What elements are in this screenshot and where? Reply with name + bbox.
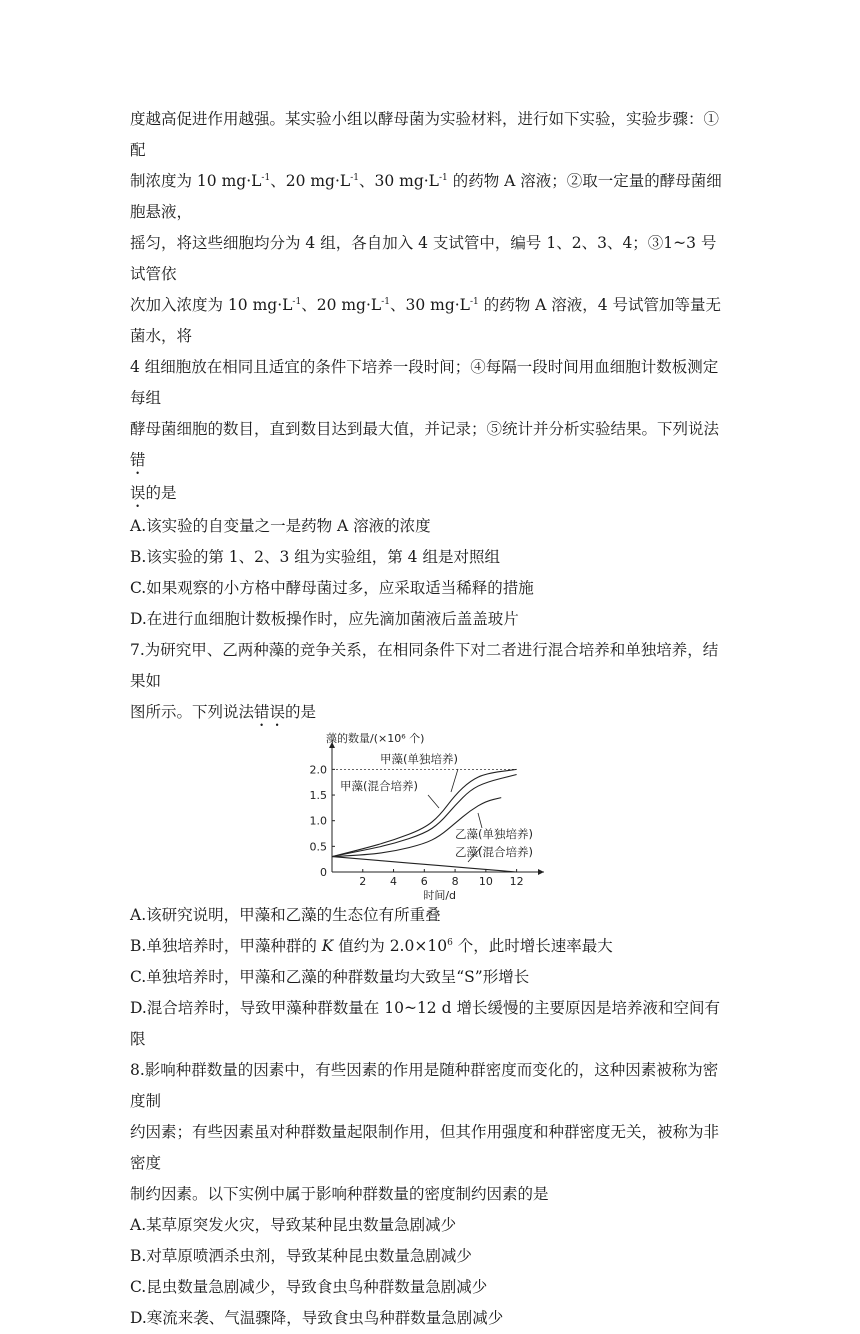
- q6-line-4: 次加入浓度为 10 $mg\cdot L^{-1}$、20 $mg\cdot L^{-1}$、30 $mg\cdot L^{-1}$ 的药物 A 溶液，4 号试管加等量无菌水，将: [130, 296, 722, 345]
- q6-option-c: C.如果观察的小方格中酵母菌过多，应采取适当稀释的措施: [130, 579, 534, 597]
- algae-growth-figure: [130, 730, 730, 900]
- q8-option-d: D.寒流来袭、气温骤降，导致食虫鸟种群数量急剧减少: [130, 1309, 504, 1327]
- series-label-4: 乙藻(混合培养): [455, 845, 533, 859]
- q7-line-1: 7.为研究甲、乙两种藻的竞争关系，在相同条件下对二者进行混合培养和单独培养，结果如: [130, 641, 719, 690]
- q6-line-5: 4 组细胞放在相同且适宜的条件下培养一段时间；④每隔一段时间用血细胞计数板测定每组: [130, 358, 719, 407]
- x-tick-label: 2: [359, 875, 367, 888]
- q8-option-a: A.某草原突发火灾，导致某种昆虫数量急剧减少: [130, 1216, 457, 1234]
- q8-line-3: 制约因素。以下实例中属于影响种群数量的密度制约因素的是: [130, 1185, 549, 1203]
- document-page: [130, 104, 730, 1334]
- q7-line-2: 图所示。下列说法错误的是: [130, 703, 317, 721]
- x-tick-label: 10: [478, 875, 493, 888]
- x-tick-label: 4: [390, 875, 398, 888]
- q6-option-b: B.该实验的第 1、2、3 组为实验组，第 4 组是对照组: [130, 548, 500, 566]
- series-leader-3: [478, 813, 482, 828]
- series-label-3: 乙藻(单独培养): [455, 827, 533, 841]
- algae-growth-chart: [300, 730, 570, 900]
- q8-option-b: B.对草原喷洒杀虫剂，导致某种昆虫数量急剧减少: [130, 1247, 472, 1265]
- x-tick-label: 6: [420, 875, 428, 888]
- q8-option-c: C.昆虫数量急剧减少，导致食虫鸟种群数量急剧减少: [130, 1278, 488, 1296]
- q7-option-b: B.单独培养时，甲藻种群的 K 值约为 $2.0\times 10^6$ 个，此时增长速率最大: [130, 937, 613, 955]
- q6-option-d: D.在进行血细胞计数板操作时，应先滴加菌液后盖盖玻片: [130, 610, 519, 628]
- y-tick-label: 1.0: [309, 814, 327, 828]
- x-tick-label: 12: [509, 875, 524, 888]
- series-label-1: 甲藻(单独培养): [380, 752, 458, 766]
- x-axis-label: 时间/d: [423, 889, 457, 900]
- q7-option-a: A.该研究说明，甲藻和乙藻的生态位有所重叠: [130, 906, 441, 924]
- y-tick-label: 2.0: [309, 763, 327, 777]
- q8-line-2: 约因素；有些因素虽对种群数量起限制作用，但其作用强度和种群密度无关，被称为非密度: [130, 1123, 720, 1172]
- series-leader-2: [428, 795, 439, 808]
- y-tick-label: 0.5: [309, 840, 327, 854]
- q7-option-d: D.混合培养时，导致甲藻种群数量在 10~12 d 增长缓慢的主要原因是培养液和空间有限: [130, 999, 720, 1048]
- q7-option-c: C.单独培养时，甲藻和乙藻的种群数量均大致呈“S”形增长: [130, 968, 530, 986]
- series-leader-1: [451, 769, 458, 792]
- y-tick-label: 0: [320, 866, 327, 879]
- series-label-2: 甲藻(混合培养): [340, 779, 418, 793]
- q6-line-6: 酵母菌细胞的数目，直到数目达到最大值，并记录；⑤统计并分析实验结果。下列说法错: [130, 420, 720, 469]
- q6-line-3: 摇匀，将这些细胞均分为 4 组，各自加入 4 支试管中，编号 1、2、3、4；③1~3 号试管依: [130, 234, 717, 283]
- x-axis-arrow: [538, 869, 544, 875]
- y-tick-label: 1.5: [309, 789, 327, 803]
- x-tick-label: 8: [451, 875, 459, 888]
- q6-line-2: 制浓度为 10 $mg\cdot L^{-1}$、20 $mg\cdot L^{-1}$、30 $mg\cdot L^{-1}$ 的药物 A 溶液；②取一定量的酵母菌细胞悬液，: [130, 172, 722, 221]
- q6-line-1: 度越高促进作用越强。某实验小组以酵母菌为实验材料，进行如下实验，实验步骤：①配: [130, 110, 720, 159]
- q6-line-7: 误的是: [130, 484, 177, 502]
- q8-line-1: 8.影响种群数量的因素中，有些因素的作用是随种群密度而变化的，这种因素被称为密度制: [130, 1061, 719, 1110]
- y-axis-label: 藻的数量/(×10⁶ 个): [326, 732, 425, 745]
- q6-option-a: A.该实验的自变量之一是药物 A 溶液的浓度: [130, 517, 431, 535]
